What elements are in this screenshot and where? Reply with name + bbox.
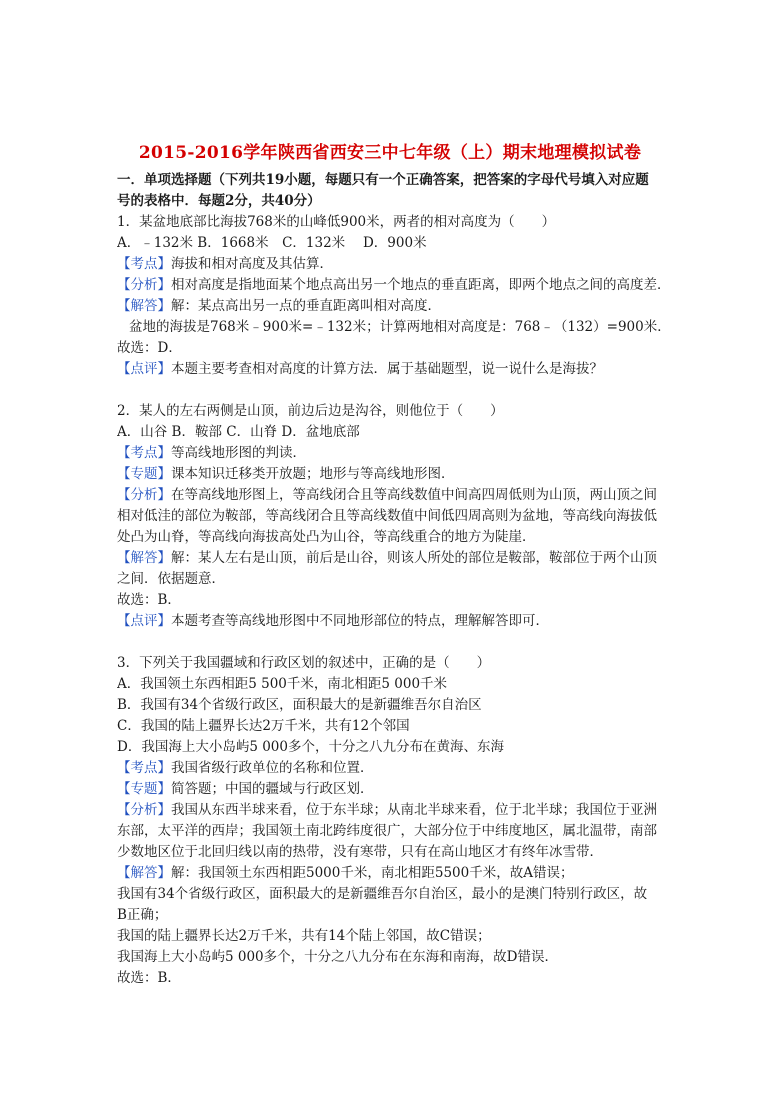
q3-fenxi-3: 少数地区位于北回归线以南的热带，没有寒带，只有在高山地区才有终年冰雪带． — [117, 844, 603, 860]
document-body — [117, 170, 673, 989]
q3-fenxi — [117, 800, 673, 821]
tag-jieda: 【解答】 — [117, 298, 171, 314]
q3-jieda-2: 我国有34个省级行政区，面积最大的是新疆维吾尔自治区，最小的是澳门特别行政区，故 — [117, 886, 648, 902]
tag-fenxi: 【分析】 — [117, 277, 171, 293]
q1-fenxi-text: 相对高度是指地面某个地点高出另一个地点的垂直距离，即两个地点之间的高度差． — [171, 277, 671, 293]
q3-option-c: C．我国的陆上疆界长达2万千米，共有12个邻国 — [117, 718, 410, 734]
q3-jieda-5: 我国海上大小岛屿5 000多个，十分之八九分布在东海和南海，故D错误． — [117, 949, 558, 965]
q1-stem: 1．某盆地底部比海拔768米的山峰低900米，两者的相对高度为（ ） — [117, 214, 556, 230]
tag-dianping: 【点评】 — [117, 613, 171, 629]
tag-jieda: 【解答】 — [117, 865, 171, 881]
q2-jieda — [117, 548, 673, 569]
q1-jieda-2: 盆地的海拔是768米﹣900米=﹣132米；计算两地相对高度是：768﹣（132）=900米． — [129, 319, 671, 335]
tag-zhuanti: 【专题】 — [117, 781, 171, 797]
tag-dianping: 【点评】 — [117, 361, 171, 377]
q3-zhuanti-text: 简答题；中国的疆域与行政区划． — [171, 781, 374, 797]
q2-dianping-text: 本题考查等高线地形图中不同地形部位的特点，理解解答即可． — [171, 613, 549, 629]
q3-jieda-3: B正确； — [117, 907, 168, 923]
q3-answer: 故选：B． — [117, 970, 181, 986]
q3-fenxi-text: 我国从东西半球来看，位于东半球；从南北半球来看，位于北半球；我国位于亚洲 — [171, 802, 657, 818]
q2-fenxi-3: 处凸为山脊，等高线向海拔高处凸为山谷，等高线重合的地方为陡崖． — [117, 529, 536, 545]
tag-kaodian: 【考点】 — [117, 256, 171, 272]
tag-jieda: 【解答】 — [117, 550, 171, 566]
q2-kaodian — [117, 443, 673, 464]
q3-kaodian — [117, 758, 673, 779]
q2-stem: 2．某人的左右两侧是山顶，前边后边是沟谷，则他位于（ ） — [117, 403, 504, 419]
q2-fenxi — [117, 485, 673, 506]
tag-kaodian: 【考点】 — [117, 760, 171, 776]
q2-options: A．山谷 B．鞍部 C．山脊 D．盆地底部 — [117, 424, 360, 440]
q3-zhuanti — [117, 779, 673, 800]
q3-option-d: D．我国海上大小岛屿5 000多个，十分之八九分布在黄海、东海 — [117, 739, 504, 755]
spacer — [117, 632, 673, 653]
q3-jieda-text: 解：我国领土东西相距5000千米，南北相距5500千米，故A错误； — [171, 865, 574, 881]
q3-fenxi-2: 东部，太平洋的西岸；我国领土南北跨纬度很广，大部分位于中纬度地区，属北温带，南部 — [117, 823, 657, 839]
q3-jieda-4: 我国的陆上疆界长达2万千米，共有14个陆上邻国，故C错误； — [117, 928, 491, 944]
q1-fenxi — [117, 275, 673, 296]
q2-jieda-text: 解：某人左右是山顶，前后是山谷，则该人所处的部位是鞍部，鞍部位于两个山顶 — [171, 550, 657, 566]
q1-jieda — [117, 296, 673, 317]
q3-option-b: B．我国有34个省级行政区，面积最大的是新疆维吾尔自治区 — [117, 697, 482, 713]
section-heading: 一．单项选择题（下列共19小题，每题只有一个正确答案，把答案的字母代号填入对应题 — [117, 172, 649, 188]
q2-kaodian-text: 等高线地形图的判读． — [171, 445, 306, 461]
q2-fenxi-2: 相对低洼的部位为鞍部，等高线闭合且等高线数值中间低四周高则为盆地，等高线向海拔低 — [117, 508, 657, 524]
q1-kaodian-text: 海拔和相对高度及其估算． — [171, 256, 333, 272]
q1-kaodian — [117, 254, 673, 275]
q1-dianping — [117, 359, 673, 380]
section-heading-cont: 号的表格中．每题2分，共40分） — [117, 193, 321, 209]
q1-dianping-text: 本题主要考查相对高度的计算方法．属于基础题型，说一说什么是海拔？ — [171, 361, 603, 377]
q3-stem: 3．下列关于我国疆域和行政区划的叙述中，正确的是（ ） — [117, 655, 491, 671]
q1-options: A．﹣132米 B．1668米 C．132米 D．900米 — [117, 235, 427, 251]
q1-answer: 故选：D． — [117, 340, 182, 356]
q1-jieda-text: 解：某点高出另一点的垂直距离叫相对高度． — [171, 298, 441, 314]
q2-answer: 故选：B． — [117, 592, 181, 608]
tag-fenxi: 【分析】 — [117, 802, 171, 818]
tag-zhuanti: 【专题】 — [117, 466, 171, 482]
spacer — [117, 380, 673, 401]
q2-zhuanti-text: 课本知识迁移类开放题；地形与等高线地形图． — [171, 466, 455, 482]
q2-fenxi-text: 在等高线地形图上，等高线闭合且等高线数值中间高四周低则为山顶，两山顶之间 — [171, 487, 657, 503]
document-title: 2015-2016学年陕西省西安三中七年级（上）期末地理模拟试卷 — [138, 143, 642, 163]
q2-dianping — [117, 611, 673, 632]
tag-kaodian: 【考点】 — [117, 445, 171, 461]
q3-jieda — [117, 863, 673, 884]
q2-jieda-2: 之间．依据题意． — [117, 571, 225, 587]
tag-fenxi: 【分析】 — [117, 487, 171, 503]
q2-zhuanti — [117, 464, 673, 485]
q3-option-a: A．我国领土东西相距5 500千米，南北相距5 000千米 — [117, 676, 448, 692]
q3-kaodian-text: 我国省级行政单位的名称和位置． — [171, 760, 374, 776]
